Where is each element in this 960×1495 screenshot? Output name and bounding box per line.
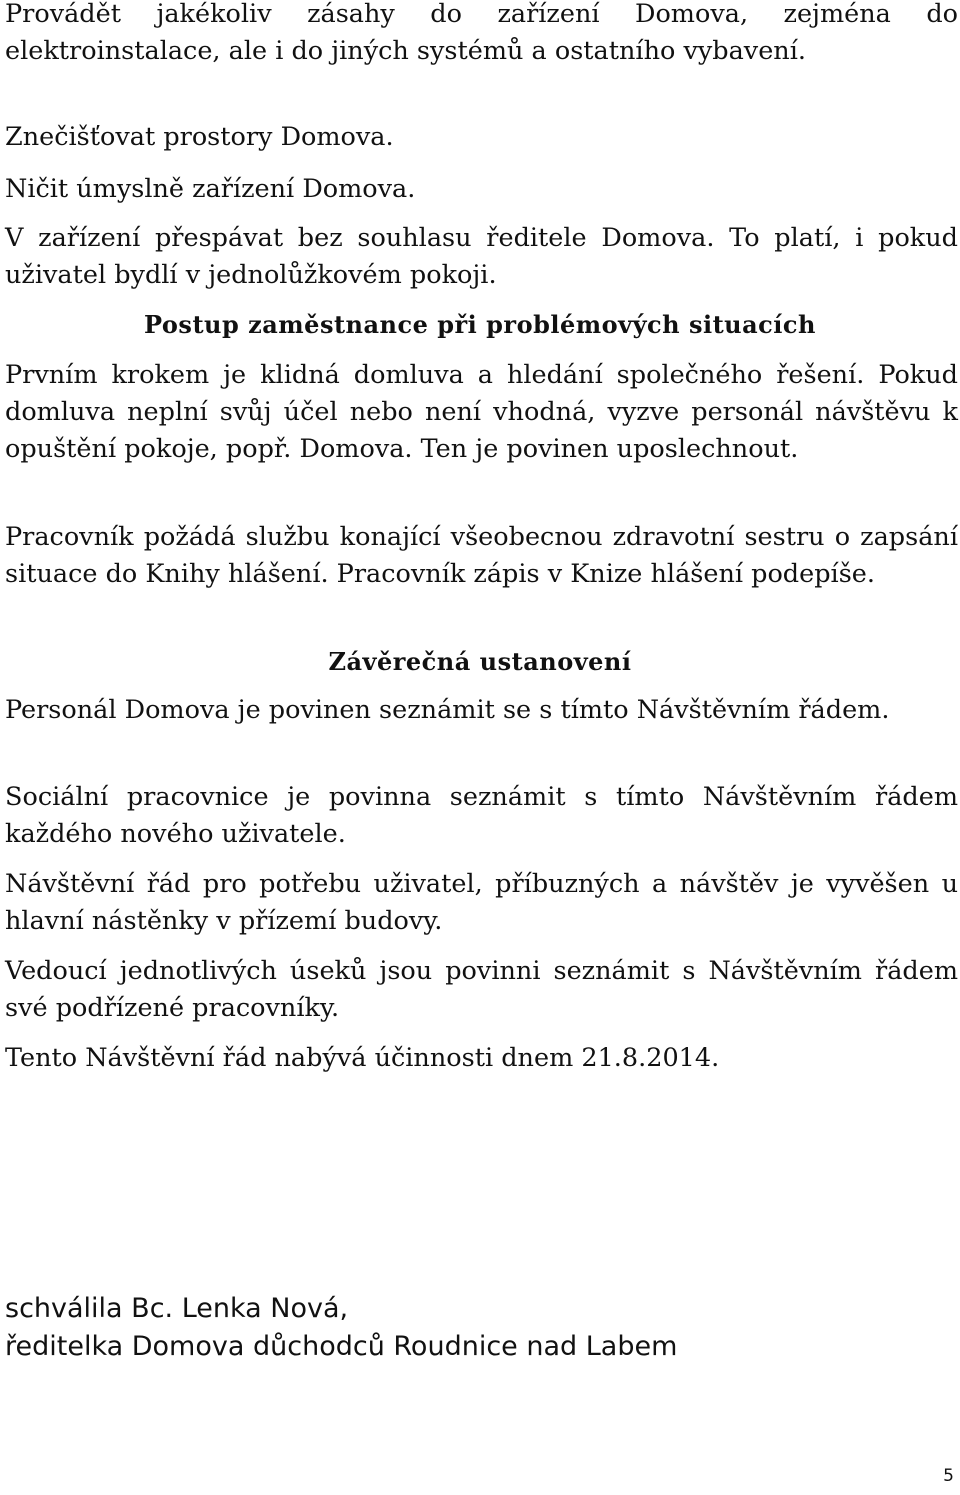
paragraph-prespavat: V zařízení přespávat bez souhlasu ředitele Domova. To platí, i pokud uživatel bydlí v jednolůžkovém pokoji. bbox=[5, 223, 958, 290]
paragraph-znecistovat: Znečišťovat prostory Domova. bbox=[5, 122, 394, 152]
signature-approved: schválila Bc. Lenka Nová, bbox=[5, 1293, 349, 1324]
signature-title: ředitelka Domova důchodců Roudnice nad Labem bbox=[5, 1331, 678, 1362]
paragraph-socialni: Sociální pracovnice je povinna seznámit s tímto Návštěvním řádem každého nového uživatele. bbox=[5, 782, 958, 849]
paragraph-vyvesen: Návštěvní řád pro potřebu uživatel, příbuzných a návštěv je vyvěšen u hlavní nástěnky v přízemí budovy. bbox=[5, 869, 958, 936]
paragraph-nicit: Ničit úmyslně zařízení Domova. bbox=[5, 174, 416, 204]
section-heading-zaverecna: Závěrečná ustanovení bbox=[328, 647, 632, 676]
paragraph-personal: Personál Domova je povinen seznámit se s tímto Návštěvním řádem. bbox=[5, 695, 890, 725]
paragraph-ucinnost: Tento Návštěvní řád nabývá účinnosti dnem 21.8.2014. bbox=[5, 1043, 720, 1073]
paragraph-domluva: Prvním krokem je klidná domluva a hledání společného řešení. Pokud domluva neplní svůj účel nebo není vhodná, vyzve personál návštěvu k opuštění pokoje, popř. Domova. Ten je povinen uposlechnout. bbox=[5, 360, 958, 464]
paragraph-kniha-hlaseni: Pracovník požádá službu konající všeobecnou zdravotní sestru o zapsání situace do Knihy hlášení. Pracovník zápis v Knize hlášení podepíše. bbox=[5, 522, 958, 589]
paragraph-zasahy: Provádět jakékoliv zásahy do zařízení Domova, zejména do elektroinstalace, ale i do jiných systémů a ostatního vybavení. bbox=[5, 0, 958, 66]
paragraph-vedouci: Vedoucí jednotlivých úseků jsou povinni seznámit s Návštěvním řádem své podřízené pracovníky. bbox=[5, 956, 958, 1023]
section-heading-postup: Postup zaměstnance při problémových situacích bbox=[144, 310, 816, 339]
page-number: 5 bbox=[943, 1466, 954, 1486]
